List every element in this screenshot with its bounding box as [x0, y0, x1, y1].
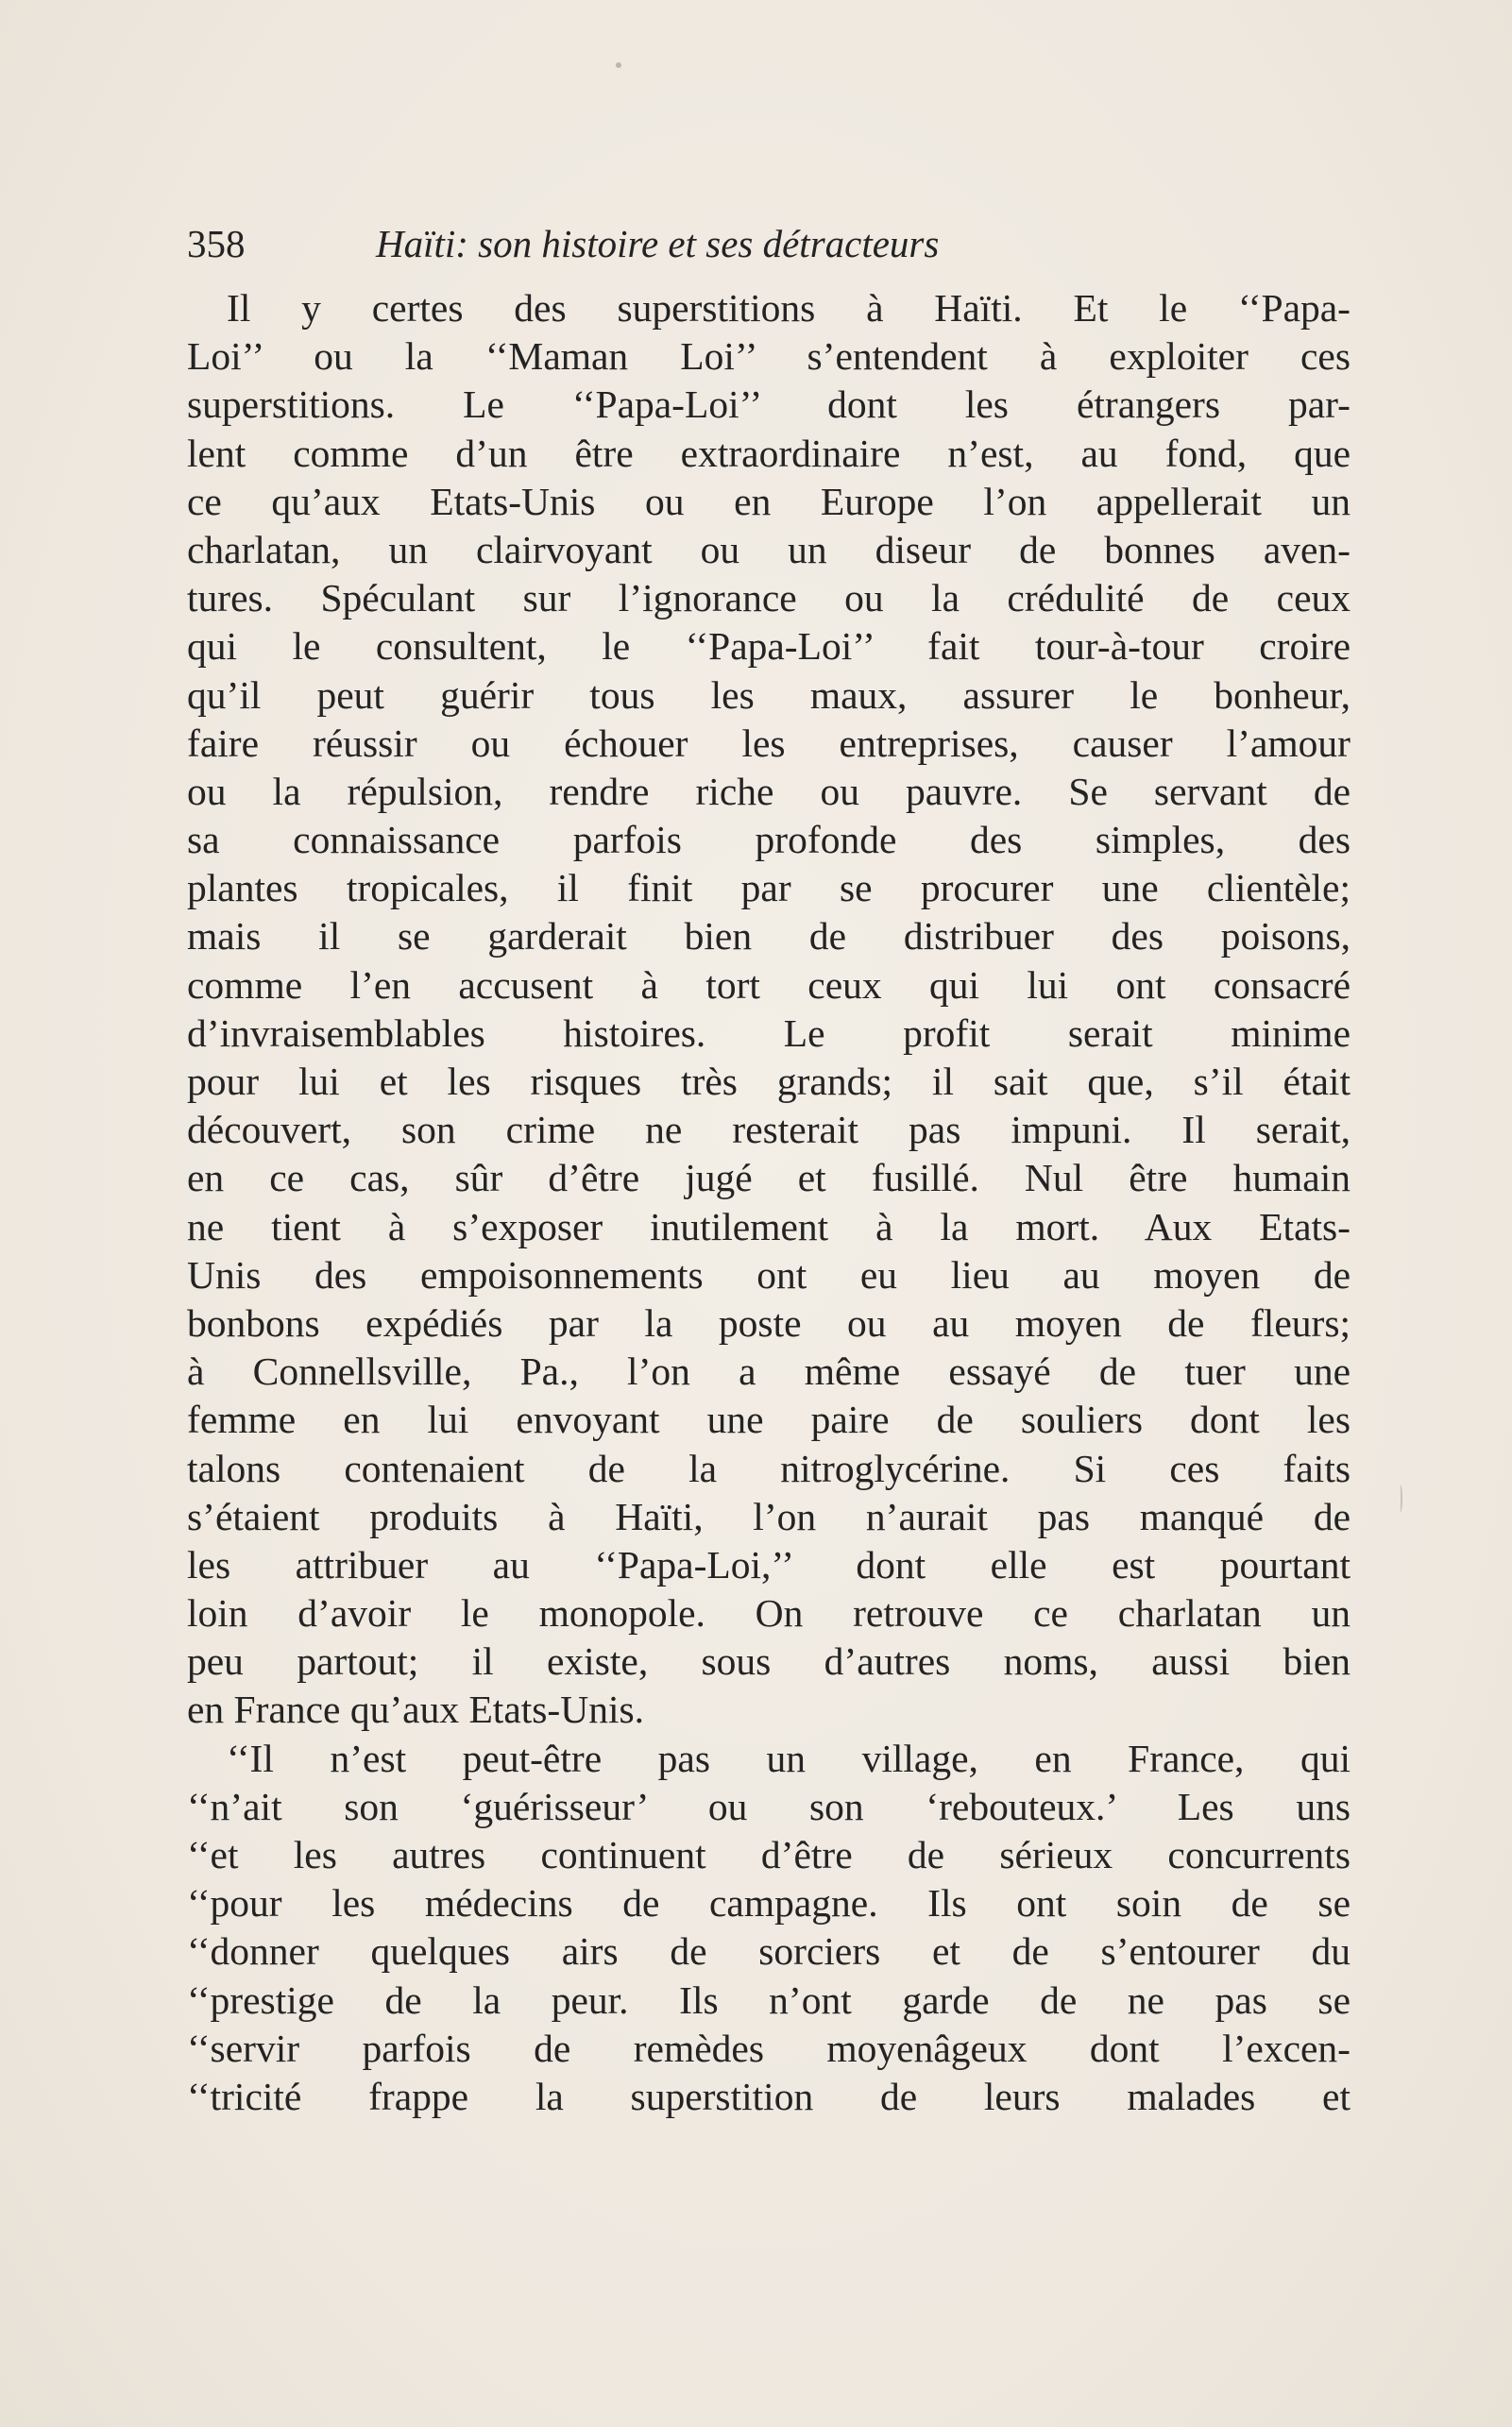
quote-line: ‘‘et les autres continuent d’être de sérieux concurrents [187, 1833, 1351, 1876]
text-line: superstitions. Le ‘‘Papa-Loi’’ dont les étrangers par- [187, 382, 1351, 427]
text-line: pour lui et les risques très grands; il sait que, s’il était [187, 1060, 1351, 1103]
text-line: mais il se garderait bien de distribuer des poisons, [187, 914, 1351, 959]
text-line: qui le consultent, le ‘‘Papa-Loi’’ fait tour-à-tour croire [187, 624, 1351, 669]
text-line: Loi’’ ou la ‘‘Maman Loi’’ s’entendent à exploiter ces [187, 334, 1351, 379]
quote-line: ‘‘prestige de la peur. Ils n’ont garde de ne pas se [187, 1977, 1351, 2022]
paper-edge-mark [1398, 1485, 1402, 1513]
text-line: bonbons expédiés par la poste ou au moyen de fleurs; [187, 1300, 1351, 1345]
quote-line: ‘‘servir parfois de remèdes moyenâgeux dont l’excen- [187, 2026, 1351, 2070]
text-line: charlatan, un clairvoyant ou un diseur de bonnes aven- [187, 527, 1351, 571]
text-line: plantes tropicales, il finit par se procurer une clientèle; [187, 866, 1351, 910]
quote-line: ‘‘donner quelques airs de sorciers et de s’entourer du [187, 1929, 1351, 1974]
running-head [187, 215, 1358, 272]
text-line: ne tient à s’exposer inutilement à la mort. Aux Etats- [187, 1204, 1351, 1248]
text-line: talons contenaient de la nitroglycérine. Si ces faits [187, 1446, 1351, 1490]
running-title: Haïti: son histoire et ses détracteurs [376, 222, 940, 265]
quote-line: ‘‘tricité frappe la superstition de leurs malades et [187, 2074, 1351, 2118]
text-line: Unis des empoisonnements ont eu lieu au moyen de [187, 1252, 1351, 1297]
text-line: lent comme d’un être extraordinaire n’est, au fond, que [187, 431, 1351, 475]
text-line: faire réussir ou échouer les entreprises, causer l’amour [187, 721, 1351, 765]
text-line: qu’il peut guérir tous les maux, assurer le bonheur, [187, 672, 1351, 717]
text-line: d’invraisemblables histoires. Le profit serait minime [187, 1010, 1351, 1055]
quote-line: ‘‘Il n’est peut-être pas un village, en France, qui [227, 1736, 1351, 1780]
page-number: 358 [187, 222, 246, 265]
quote-line: ‘‘n’ait son ‘guérisseur’ ou son ‘rebouteux.’ Les uns [187, 1784, 1351, 1828]
quote-line: ‘‘pour les médecins de campagne. Ils ont soin de se [187, 1881, 1351, 1926]
text-line: Il y certes des superstitions à Haïti. Et le ‘‘Papa- [227, 286, 1351, 330]
text-line: s’étaient produits à Haïti, l’on n’aurait pas manqué de [187, 1494, 1351, 1538]
text-line: à Connellsville, Pa., l’on a même essayé de tuer une [187, 1349, 1351, 1394]
paper-speck [616, 62, 621, 68]
text-line: ce qu’aux Etats-Unis ou en Europe l’on appellerait un [187, 479, 1351, 523]
text-line: ou la répulsion, rendre riche ou pauvre. Se servant de [187, 769, 1351, 813]
paragraph-end-line: en France qu’aux Etats-Unis. [187, 1688, 645, 1732]
text-line: sa connaissance parfois profonde des simples, des [187, 818, 1351, 862]
text-line: comme l’en accusent à tort ceux qui lui ont consacré [187, 962, 1351, 1007]
body-text [187, 284, 1351, 2121]
text-line: en ce cas, sûr d’être jugé et fusillé. Nul être humain [187, 1156, 1351, 1200]
text-line: peu partout; il existe, sous d’autres noms, aussi bien [187, 1639, 1351, 1684]
text-line: tures. Spéculant sur l’ignorance ou la crédulité de ceux [187, 576, 1351, 620]
text-line: loin d’avoir le monopole. On retrouve ce charlatan un [187, 1591, 1351, 1636]
text-line: découvert, son crime ne resterait pas impuni. Il serait, [187, 1108, 1351, 1152]
text-line: femme en lui envoyant une paire de souliers dont les [187, 1398, 1351, 1442]
text-line: les attribuer au ‘‘Papa-Loi,’’ dont elle est pourtant [187, 1542, 1351, 1587]
